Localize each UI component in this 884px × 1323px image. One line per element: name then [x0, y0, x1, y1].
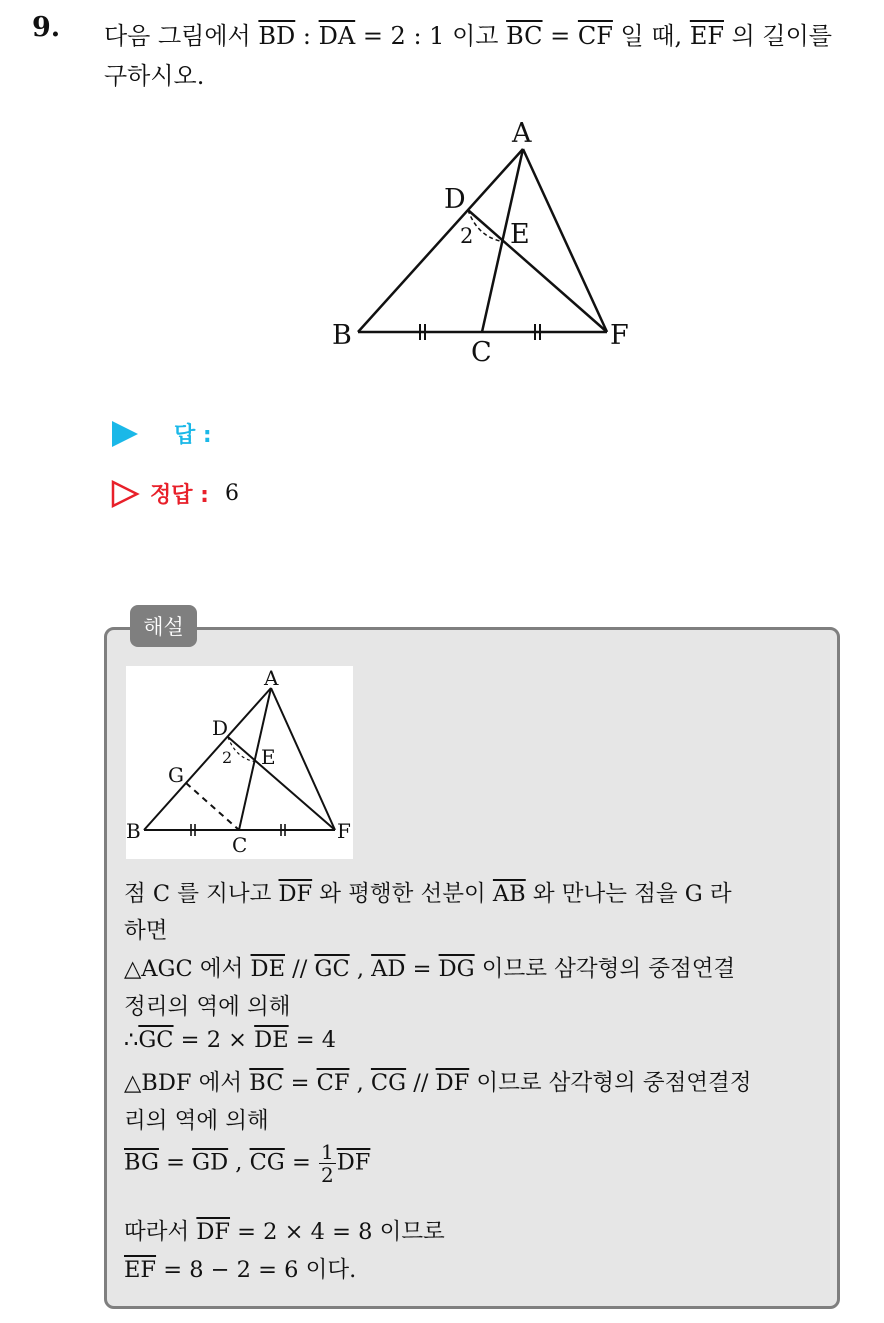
label-de-length: 2: [460, 224, 474, 248]
label-f: F: [337, 819, 351, 843]
solution-line-6: △BDF 에서 $\overline{BC} = \overline{CF}$ , $\overline{CG} // \overline{DF}$ 이므로 삼각형의 중점연결정: [124, 1070, 752, 1096]
solution-line-5: $\therefore\overline{GC} = 2 \times \overline{DE} = 4$: [124, 1027, 337, 1053]
segment-gc-dashed: [186, 783, 239, 830]
solution-line-3: △AGC 에서 $\overline{DE} // \overline{GC}$ , $\overline{AD} = \overline{DG}$ 이므로 삼각형의 중점연결: [124, 956, 736, 982]
label-d: D: [444, 184, 466, 215]
solution-line-10: $\overline{EF} = 8 - 2 = 6$ 이다.: [124, 1257, 357, 1283]
label-g: G: [168, 763, 184, 787]
correct-answer-row: [110, 478, 239, 509]
outline-triangle-icon: [110, 479, 140, 509]
question-number: 9.: [32, 12, 61, 43]
answer-row: [110, 418, 212, 449]
label-c: C: [232, 833, 248, 857]
filled-triangle-icon: [110, 419, 140, 449]
segment-df: [468, 210, 607, 332]
label-de-length: 2: [222, 748, 233, 767]
label-f: F: [610, 320, 629, 351]
fraction-one-half: $\frac{1}{2}$: [320, 1140, 334, 1187]
question-text-line-2: 구하시오.: [104, 62, 205, 90]
solution-figure: [126, 666, 353, 859]
answer-label: 답 :: [174, 423, 212, 448]
segment-af: [523, 149, 607, 332]
label-b: B: [126, 819, 141, 843]
solution-line-2: 하면: [124, 918, 168, 944]
label-c: C: [471, 337, 492, 368]
segment-df: [228, 737, 335, 830]
label-b: B: [332, 320, 352, 351]
label-e: E: [261, 745, 276, 769]
label-a: A: [512, 118, 532, 149]
solution-line-4: 정리의 역에 의해: [124, 994, 291, 1020]
segment-af: [271, 688, 335, 830]
question-text-line-1: 다음 그림에서 $\overline{BD}$ : $\overline{DA} = 2$ : 1 이고 $\overline{BC} = \overline{CF}$ 일 때, $\overline{EF}$ 의 길이를: [104, 22, 832, 50]
solution-line-8: $\overline{BG} = \overline{GD}$ , $\overline{CG}$ = $\frac{1}{2}$ $\overline{DF}$: [124, 1140, 371, 1187]
label-d: D: [212, 716, 229, 740]
solution-line-9: 따라서 $\overline{DF} = 2 \times 4 = 8$ 이므로: [124, 1219, 445, 1245]
correct-answer-value: 6: [224, 481, 239, 506]
question-figure: [320, 112, 640, 372]
correct-answer-label: 정답 :: [150, 483, 209, 508]
solution-line-1: 점 C 를 지나고 $\overline{DF}$ 와 평행한 선분이 $\overline{AB}$ 와 만나는 점을 G 라: [124, 881, 732, 907]
label-a: A: [264, 666, 279, 690]
solution-line-7: 리의 역에 의해: [124, 1108, 269, 1134]
label-e: E: [510, 219, 530, 250]
solution-tag: 해설: [130, 605, 197, 647]
